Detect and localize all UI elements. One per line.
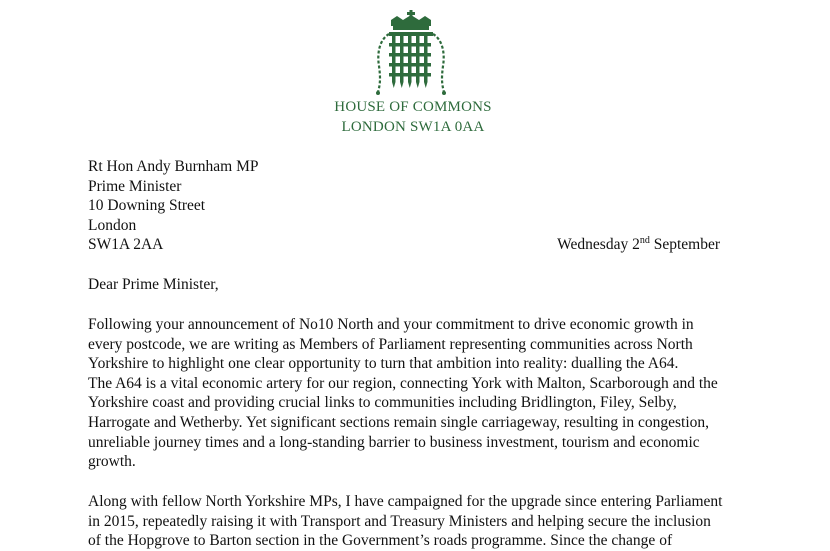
date-rest: September <box>649 236 720 253</box>
paragraph-line: every postcode, we are writing as Members of Parliament representing communities across North <box>88 335 693 353</box>
paragraph-line: Yorkshire coast and providing crucial links to communities including Bridlington, Filey, Selby, <box>88 394 677 412</box>
recipient-line: Prime Minister <box>88 177 182 195</box>
portcullis-crest-icon <box>373 10 449 96</box>
paragraph-line: Yorkshire to highlight one clear opportunity to turn that ambition into reality: dualling the A64. <box>88 355 679 373</box>
paragraph-line: Harrogate and Wetherby. Yet significant sections remain single carriageway, resulting in congestion, <box>88 413 710 431</box>
date-ordinal: nd <box>639 235 650 246</box>
recipient-line: SW1A 2AA <box>88 236 164 254</box>
recipient-address <box>88 157 259 255</box>
paragraph-line: Following your announcement of No10 North and your commitment to drive economic growth in <box>88 316 694 333</box>
paragraph-line: growth. <box>88 453 136 471</box>
paragraph-line: The A64 is a vital economic artery for our region, connecting York with Malton, Scarborough and the <box>88 374 718 392</box>
letterhead-org-name: HOUSE OF COMMONS <box>334 99 492 115</box>
paragraph-line: Along with fellow North Yorkshire MPs, I have campaigned for the upgrade since entering Parliament <box>88 493 723 510</box>
letterhead-org-address: LONDON SW1A 0AA <box>341 119 485 135</box>
body-paragraph-2 <box>88 492 740 551</box>
salutation: Dear Prime Minister, <box>88 276 219 293</box>
recipient-line: Rt Hon Andy Burnham MP <box>88 158 259 175</box>
recipient-line: 10 Downing Street <box>88 197 206 215</box>
paragraph-line: in 2015, repeatedly raising it with Transport and Treasury Ministers and helping secure the inclusion <box>88 512 711 530</box>
paragraph-line: unreliable journey times and a long-standing barrier to business investment, tourism and economic <box>88 433 700 451</box>
date-prefix: Wednesday 2 <box>557 236 640 253</box>
paragraph-line: of the Hopgrove to Barton section in the Government’s roads programme. Since the change of <box>88 532 673 550</box>
body-paragraph-1 <box>88 315 740 472</box>
letter-date <box>557 236 720 254</box>
recipient-line: London <box>88 216 137 234</box>
